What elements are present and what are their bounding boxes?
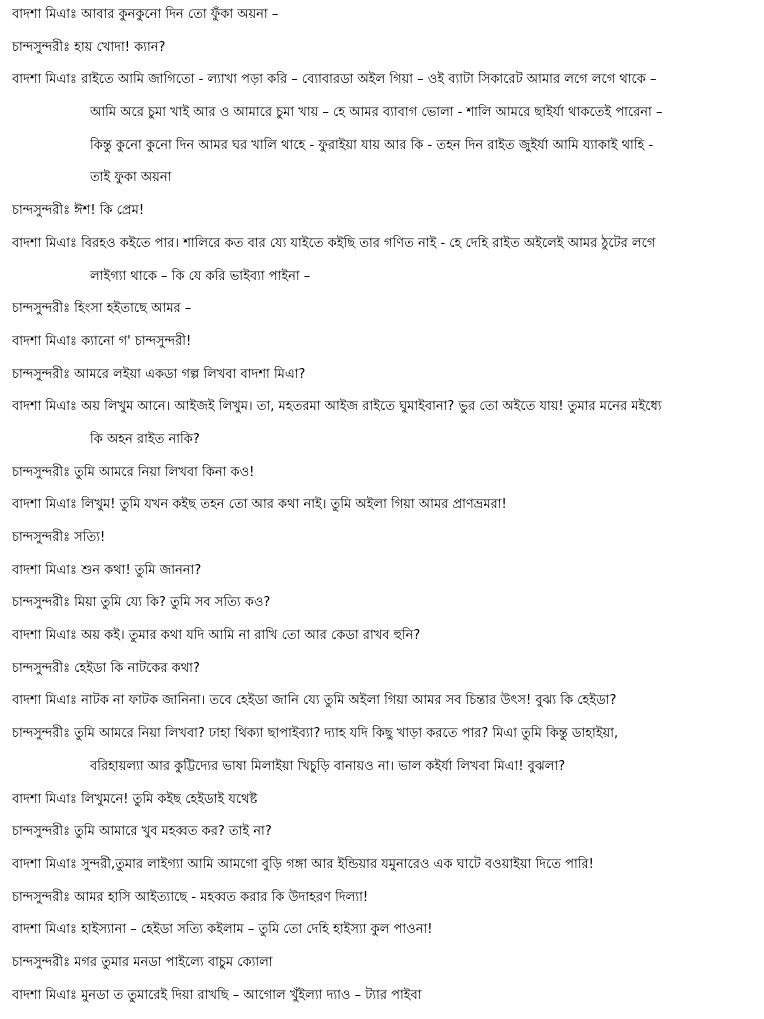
dialogue-line: চান্দসুন্দরীঃ মিয়া তুমি য্যে কি? তুমি সব সত্যি কও? bbox=[12, 595, 271, 611]
dialogue-line: বাদশা মিএাঃ নাটক না ফাটক জানিনা। তবে হেইডা জানি য্যে তুমি অইলা গিয়া আমর সব চিন্তার উৎস! বুঝ্য কি হেইডা? bbox=[12, 693, 617, 709]
dialogue-line: চান্দসুন্দরীঃ ঈশ! কি প্রেম! bbox=[12, 203, 145, 219]
dialogue-line: বাদশা মিএাঃ হাইস্যানা – হেইডা সত্যি কইলাম – তুমি তো দেহি হাইস্যা কুল পাওনা! bbox=[12, 922, 433, 938]
dialogue-continuation-line: লাইগ্যা থাকে – কি যে করি ভাইব্যা পাইনা – bbox=[90, 268, 311, 284]
dialogue-line: চান্দসুন্দরীঃ হায় খোদা! ক্যান? bbox=[12, 39, 166, 55]
dialogue-line: বাদশা মিএাঃ অয় লিখুম আনে। আইজই লিখুম। তা, মহতরমা আইজ রাইতে ঘুমাইবানা? ভুর তো অইতে যায়! তুমার মনের মইধ্যে bbox=[12, 399, 662, 415]
dialogue-line: বাদশা মিএাঃ শুন কথা! তুমি জাননা? bbox=[12, 562, 202, 578]
dialogue-line: চান্দসুন্দরীঃ মগর তুমার মনডা পাইল্যে বাচুম ক্যোলা bbox=[12, 954, 273, 970]
dialogue-line: বাদশা মিএাঃ মুনডা ত তুমারেই দিয়া রাখছি – আগোল খুঁইল্যা দ্যাও – ট্যার পাইবা bbox=[12, 987, 422, 1003]
dialogue-line: বাদশা মিএাঃ আবার কুনকুনো দিন তো ফুঁকা অয়না – bbox=[12, 7, 279, 22]
dialogue-line: বাদশা মিএাঃ ক্যানো গ' চান্দসুন্দরী! bbox=[12, 333, 192, 349]
dialogue-line: বাদশা মিএাঃ সুন্দরী,তুমার লাইগ্যা আমি আমগো বুড়ি গঙ্গা আর ইন্ডিয়ার যমুনারেও এক ঘাটে বওয়াইয়া দিতে পারি! bbox=[12, 856, 594, 872]
dialogue-line: চান্দসুন্দরীঃ হিংসা হইতাছে আমর – bbox=[12, 301, 192, 317]
dialogue-line: চান্দসুন্দরীঃ আমর হাসি আইত্যাছে - মহব্বত করার কি উদাহরণ দিল্যা! bbox=[12, 889, 369, 905]
dialogue-continuation-line: তাই ফুকা অয়না bbox=[90, 170, 172, 186]
dialogue-line: বাদশা মিএাঃ বিরহও কইতে পার। শালিরে কত বার য্যে যাইতে কইছি তার গণিত নাই - হে দেহি রাইত অইলেই আমর ঠুটের লগে bbox=[12, 235, 656, 251]
dialogue-text bbox=[12, 4, 756, 1017]
dialogue-line: বাদশা মিএাঃ রাইতে আমি জাগিতো - ল্যাখা পড়া করি – ব্যোবারডা অইল গিয়া – ওই ব্যাটা সিকারেট আমার লগে লগে থাকে – bbox=[12, 72, 657, 88]
dialogue-line: চান্দসুন্দরীঃ তুমি আমরে নিয়া লিখবা কিনা কও! bbox=[12, 464, 255, 480]
dialogue-continuation-line: কিন্তু কুনো কুনো দিন আমর ঘর খালি থাহে - ফুরাইয়া যায় আর কি - তহন দিন রাইত জুইর্যা আমি য্যাকাই থাহি - bbox=[90, 137, 654, 153]
dialogue-continuation-line: কি অহন রাইত নাকি? bbox=[90, 431, 200, 447]
dialogue-line: চান্দসুন্দরীঃ আমরে লইয়া একডা গল্প লিখবা বাদশা মিএা? bbox=[12, 366, 306, 382]
dialogue-line: চান্দসুন্দরীঃ তুমি আমারে খুব মহব্বত কর? তাই না? bbox=[12, 824, 272, 840]
dialogue-line: চান্দসুন্দরীঃ সত্যি! bbox=[12, 530, 106, 545]
dialogue-line: চান্দসুন্দরীঃ তুমি আমরে নিয়া লিখবা? ঢাহা থিক্যা ছাপাইব্যা? দ্যাহ যদি কিছু খাড়া করতে পার? মিএা তুমি কিন্তু ডাহাইয়া, bbox=[12, 726, 619, 742]
dialogue-line: বাদশা মিএাঃ অয় কই। তুমার কথা যদি আমি না রাখি তো আর কেডা রাখব হুনি? bbox=[12, 628, 421, 644]
dialogue-line: চান্দসুন্দরীঃ হেইডা কি নাটকের কথা? bbox=[12, 660, 200, 676]
dialogue-line: বাদশা মিএাঃ লিখুমনে! তুমি কইছ হেইডাই যথেষ্ট bbox=[12, 791, 258, 807]
dialogue-continuation-line: বরিহায়ল্যা আর কুট্টিদ্যের ভাষা মিলাইয়া খিচুড়ি বানায়ও না। ভাল কইর্যা লিখবা মিএা! বুঝলা? bbox=[90, 758, 566, 774]
dialogue-line: বাদশা মিএাঃ লিখুম! তুমি যখন কইছ তহন তো আর কথা নাই। তুমি অইলা গিয়া আমর প্রাণভ্রমরা! bbox=[12, 497, 507, 513]
dialogue-continuation-line: আমি অরে চুমা খাই আর ও আমারে চুমা খায় – হে আমর ব্যাবাগ ভোলা - শালি আমরে ছাইর্যা থাকতেই পারেনা – bbox=[90, 105, 663, 121]
